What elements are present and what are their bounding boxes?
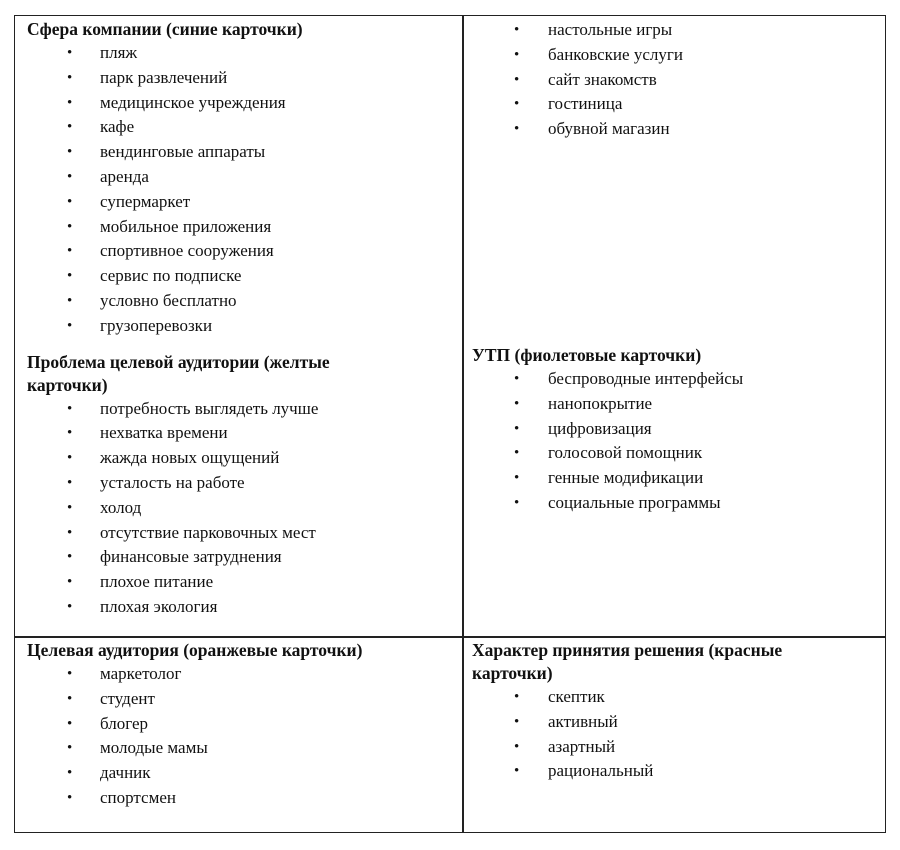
bullet-icon: •	[67, 740, 73, 757]
target-audience-heading: Целевая аудитория (оранжевые карточки)	[27, 640, 363, 660]
list-item	[27, 761, 457, 786]
list-item-text: дачник	[100, 763, 151, 783]
list-item-text: холод	[100, 497, 142, 517]
list-item	[27, 215, 457, 240]
cell-top-left	[27, 18, 457, 620]
list-item	[27, 786, 457, 811]
list-item-text: медицинское учреждения	[100, 92, 286, 112]
bullet-icon: •	[67, 193, 73, 210]
company-sphere-heading: Сфера компании (синие карточки)	[27, 19, 303, 39]
list-item	[27, 91, 457, 116]
list-item-text: отсутствие парковочных мест	[100, 522, 316, 542]
bullet-icon: •	[514, 71, 520, 88]
list-item	[472, 392, 882, 417]
bullet-icon: •	[514, 763, 520, 780]
column-divider	[462, 16, 464, 832]
bullet-icon: •	[67, 549, 73, 566]
decision-character-list	[472, 685, 882, 784]
list-item	[27, 289, 457, 314]
list-item	[27, 446, 457, 471]
list-item-text: пляж	[100, 43, 138, 62]
bullet-icon: •	[514, 713, 520, 730]
list-item	[27, 736, 457, 761]
list-item-text: условно бесплатно	[100, 290, 237, 310]
list-item	[472, 92, 882, 117]
list-item-text: социальные программы	[548, 492, 721, 512]
bullet-icon: •	[514, 420, 520, 437]
bullet-icon: •	[67, 243, 73, 260]
list-item	[472, 710, 882, 735]
list-item-text: парк развлечений	[100, 67, 228, 87]
bullet-icon: •	[514, 121, 520, 138]
list-item-text: аренда	[100, 166, 149, 186]
list-item-text: активный	[548, 711, 618, 731]
bullet-icon: •	[67, 69, 73, 86]
list-item-text: грузоперевозки	[100, 315, 213, 335]
list-item-text: блогер	[100, 713, 149, 733]
list-item-text: жажда новых ощущений	[100, 448, 280, 468]
cell-bottom-right	[472, 639, 882, 784]
list-item	[27, 140, 457, 165]
list-item-text: потребность выглядеть лучше	[100, 398, 319, 418]
list-item	[472, 466, 882, 491]
list-item	[27, 314, 457, 339]
list-item-text: плохая экология	[100, 596, 218, 616]
bullet-icon: •	[67, 690, 73, 707]
bullet-icon: •	[514, 22, 520, 38]
list-item	[27, 662, 457, 687]
decision-character-heading: Характер принятия решения (красные карточки)	[472, 640, 783, 683]
list-item-text: супермаркет	[100, 191, 191, 211]
bullet-icon: •	[514, 96, 520, 113]
list-item	[472, 68, 882, 93]
list-item	[472, 735, 882, 760]
list-item-text: нехватка времени	[100, 423, 228, 443]
list-item	[472, 759, 882, 784]
list-item	[27, 545, 457, 570]
list-item	[472, 18, 882, 43]
bullet-icon: •	[514, 689, 520, 705]
bullet-icon: •	[67, 400, 73, 417]
bullet-icon: •	[514, 738, 520, 755]
company-sphere-list-continued	[472, 18, 882, 142]
bullet-icon: •	[67, 119, 73, 136]
bullet-icon: •	[514, 395, 520, 412]
bullet-icon: •	[67, 450, 73, 467]
list-item-text: настольные игры	[548, 20, 673, 39]
row-divider	[15, 636, 885, 638]
bullet-icon: •	[67, 292, 73, 309]
list-item-text: голосовой помощник	[548, 443, 703, 463]
list-item-text: студент	[100, 688, 155, 708]
list-item-text: спортивное сооружения	[100, 241, 274, 261]
bullet-icon: •	[67, 574, 73, 591]
bullet-icon: •	[514, 470, 520, 487]
list-item	[472, 441, 882, 466]
list-item	[472, 367, 882, 392]
list-item-text: рациональный	[548, 761, 654, 781]
list-item	[27, 712, 457, 737]
list-item	[27, 496, 457, 521]
bullet-icon: •	[67, 317, 73, 334]
list-item-text: цифровизация	[548, 418, 652, 438]
list-item-text: нанопокрытие	[548, 393, 653, 413]
list-item	[27, 521, 457, 546]
list-item	[27, 41, 457, 66]
list-item-text: вендинговые аппараты	[100, 142, 266, 162]
list-item-text: кафе	[100, 117, 135, 137]
bullet-icon: •	[67, 789, 73, 806]
list-item	[27, 239, 457, 264]
bullet-icon: •	[514, 445, 520, 462]
target-audience-list	[27, 662, 457, 811]
list-item-text: банковские услуги	[548, 44, 683, 64]
list-item	[472, 43, 882, 68]
bullet-icon: •	[67, 168, 73, 185]
list-item	[27, 687, 457, 712]
company-sphere-list	[27, 41, 457, 339]
list-item-text: сайт знакомств	[548, 69, 657, 89]
list-item-text: маркетолог	[100, 664, 182, 683]
list-item	[27, 165, 457, 190]
list-item-text: азартный	[548, 736, 616, 756]
list-item-text: генные модификации	[548, 468, 704, 488]
usp-list	[472, 367, 882, 516]
bullet-icon: •	[67, 666, 73, 682]
list-item-text: усталость на работе	[100, 472, 245, 492]
list-item-text: спортсмен	[100, 787, 177, 807]
list-item	[27, 115, 457, 140]
usp-heading: УТП (фиолетовые карточки)	[472, 344, 702, 365]
bullet-icon: •	[67, 499, 73, 516]
audience-problem-heading: Проблема целевой аудитории (желтые карточки)	[27, 351, 330, 395]
bullet-icon: •	[67, 524, 73, 541]
list-item	[472, 417, 882, 442]
list-item	[27, 471, 457, 496]
list-item-text: беспроводные интерфейсы	[548, 368, 744, 388]
cards-table	[14, 15, 886, 833]
cell-top-right	[472, 18, 882, 516]
audience-problem-list	[27, 397, 457, 620]
bullet-icon: •	[67, 425, 73, 442]
list-item	[27, 421, 457, 446]
list-item-text: обувной магазин	[548, 119, 670, 139]
bullet-icon: •	[67, 765, 73, 782]
list-item	[27, 397, 457, 422]
bullet-icon: •	[67, 45, 73, 61]
list-item-text: молодые мамы	[100, 738, 208, 758]
bullet-icon: •	[67, 598, 73, 615]
list-item	[472, 117, 882, 142]
list-item-text: сервис по подписке	[100, 266, 242, 286]
bullet-icon: •	[514, 46, 520, 63]
list-item	[27, 570, 457, 595]
list-item-text: гостиница	[548, 94, 623, 114]
bullet-icon: •	[67, 144, 73, 161]
list-item-text: мобильное приложения	[100, 216, 272, 236]
list-item	[27, 190, 457, 215]
list-item-text: финансовые затруднения	[100, 547, 282, 567]
bullet-icon: •	[67, 268, 73, 285]
list-item	[27, 264, 457, 289]
cell-bottom-left	[27, 639, 457, 811]
bullet-icon: •	[514, 494, 520, 511]
list-item	[472, 491, 882, 516]
bullet-icon: •	[67, 715, 73, 732]
bullet-icon: •	[67, 218, 73, 235]
bullet-icon: •	[514, 370, 520, 387]
list-item-text: скептик	[548, 687, 605, 706]
list-item	[472, 685, 882, 710]
list-item	[27, 595, 457, 620]
list-item-text: плохое питание	[100, 572, 214, 592]
list-item	[27, 66, 457, 91]
bullet-icon: •	[67, 94, 73, 111]
bullet-icon: •	[67, 474, 73, 491]
